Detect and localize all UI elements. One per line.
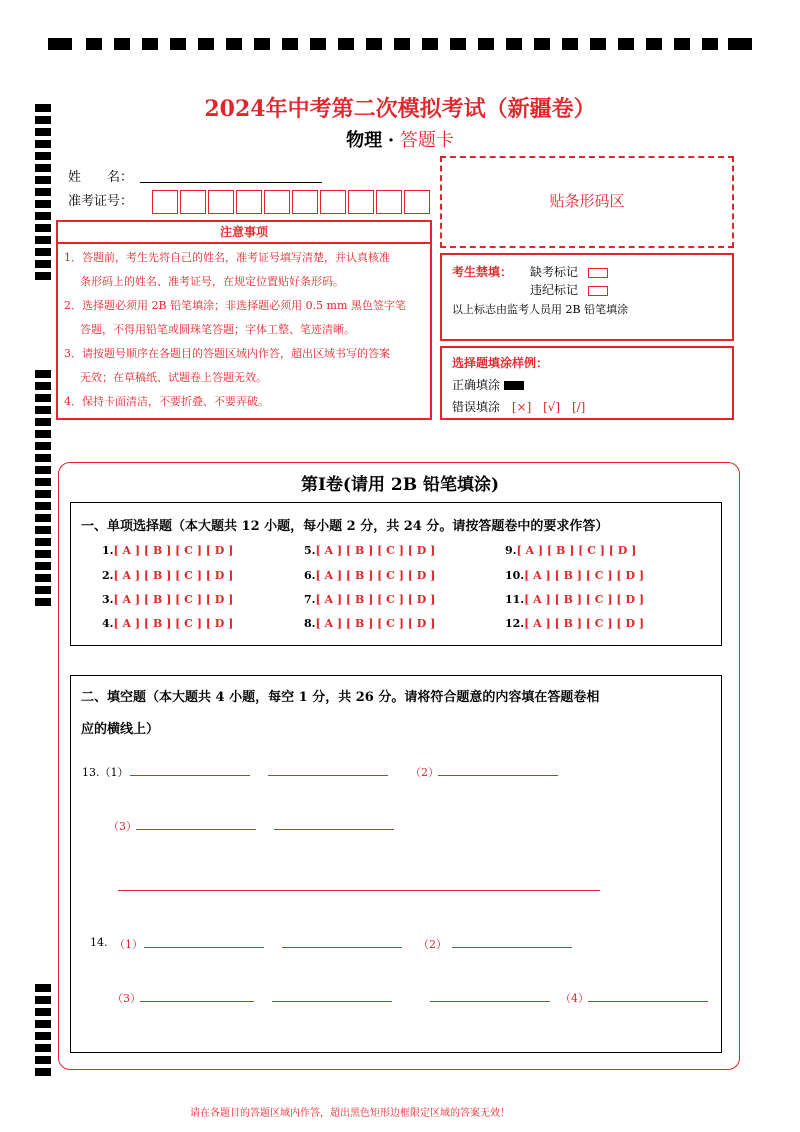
subject-label: 物理 [346, 130, 383, 151]
note-line: 4．保持卡面清洁，不要折叠、不要弄破。 [64, 395, 269, 408]
sample-box [440, 346, 734, 420]
absent-label: 缺考标记 [530, 265, 579, 279]
q13-2-label: （2） [410, 766, 439, 779]
page-subtitle [0, 126, 800, 152]
choice-q5[interactable]: 5.[ A ] [ B ] [ C ] [ D ] [304, 544, 436, 557]
q13-blank[interactable] [268, 775, 388, 776]
page-title: 2024年中考第二次模拟考试（新疆卷） [204, 96, 596, 122]
forbidden-note: 以上标志由监考人员用 2B 铅笔填涂 [452, 303, 629, 316]
violation-mark-box[interactable] [588, 286, 608, 296]
choice-q1[interactable]: 1.[ A ] [ B ] [ C ] [ D ] [102, 544, 234, 557]
notes-title: 注意事项 [58, 222, 430, 244]
q14-blank[interactable] [430, 1001, 550, 1002]
note-line: 条形码上的姓名、准考证号，在规定位置贴好条形码。 [80, 275, 344, 288]
q14-label: 14. [90, 936, 108, 949]
choice-q3[interactable]: 3.[ A ] [ B ] [ C ] [ D ] [102, 593, 234, 606]
wrong-mark: [×] [511, 400, 532, 414]
name-label: 姓 名： [68, 170, 134, 185]
id-label: 准考证号： [68, 194, 134, 209]
fill-section-title-2: 应的横线上） [81, 722, 160, 737]
q14-4-label: （4） [560, 992, 589, 1005]
violation-label: 违纪标记 [530, 283, 579, 297]
wrong-mark: [/] [571, 400, 586, 414]
card-label: 答题卡 [399, 130, 454, 151]
wrong-label: 错误填涂 [452, 400, 501, 414]
q14-blank[interactable] [282, 947, 402, 948]
note-line: 3．请按题号顺序在各题目的答题区域内作答，超出区域书写的答案 [64, 347, 390, 360]
note-line: 1．答题前，考生先将自己的姓名，准考证号填写清楚，并认真核准 [64, 251, 390, 264]
timing-marks-top [48, 38, 752, 52]
forbidden-label: 考生禁填： [452, 265, 513, 279]
choice-q4[interactable]: 4.[ A ] [ B ] [ C ] [ D ] [102, 617, 234, 630]
correct-label: 正确填涂 [452, 378, 501, 392]
q14-blank[interactable] [452, 947, 572, 948]
absent-mark-box[interactable] [588, 268, 608, 278]
q14-blank[interactable] [144, 947, 264, 948]
q13-blank[interactable] [130, 775, 250, 776]
q14-2-label: （2） [418, 938, 447, 951]
fill-section [70, 675, 722, 1053]
q13-blank[interactable] [136, 829, 256, 830]
q13-blank[interactable] [438, 775, 558, 776]
q13-long-blank[interactable] [118, 890, 600, 891]
name-field[interactable] [140, 182, 322, 183]
q14-3-label: （3） [112, 992, 141, 1005]
q13-3-label: （3） [108, 820, 137, 833]
footer-warning: 请在各题目的答题区域内作答，超出黑色矩形边框限定区域的答案无效！ [190, 1108, 510, 1119]
notes-box [56, 220, 432, 420]
choice-q2[interactable]: 2.[ A ] [ B ] [ C ] [ D ] [102, 569, 234, 582]
choice-q8[interactable]: 8.[ A ] [ B ] [ C ] [ D ] [304, 617, 436, 630]
choice-q10[interactable]: 10.[ A ] [ B ] [ C ] [ D ] [505, 569, 645, 582]
choice-q11[interactable]: 11.[ A ] [ B ] [ C ] [ D ] [505, 593, 645, 606]
correct-sample-mark [504, 381, 524, 390]
separator-dot: · [387, 130, 395, 151]
id-boxes[interactable] [152, 190, 432, 214]
forbidden-box [440, 253, 734, 341]
wrong-mark: [√] [543, 400, 561, 414]
sample-title: 选择题填涂样例： [452, 356, 549, 370]
note-line: 2．选择题必须用 2B 铅笔填涂；非选择题必须用 0.5 mm 黑色签字笔 [64, 299, 406, 312]
q14-blank[interactable] [588, 1001, 708, 1002]
fill-section-title-1: 二、填空题（本大题共 4 小题，每空 1 分，共 26 分。请将符合题意的内容填在答题卷相 [81, 690, 600, 705]
choice-q9[interactable]: 9.[ A ] [ B ] [ C ] [ D ] [505, 544, 637, 557]
q13-label: 13.（1） [82, 766, 129, 779]
barcode-area [440, 156, 734, 248]
choice-q7[interactable]: 7.[ A ] [ B ] [ C ] [ D ] [304, 593, 436, 606]
q14-1-label: （1） [114, 938, 143, 951]
choice-q12[interactable]: 12.[ A ] [ B ] [ C ] [ D ] [505, 617, 645, 630]
choice-section-title: 一、单项选择题（本大题共 12 小题，每小题 2 分，共 24 分。请按答题卷中的要求作答） [81, 519, 609, 534]
q13-blank[interactable] [274, 829, 394, 830]
barcode-label: 贴条形码区 [549, 192, 625, 210]
q14-blank[interactable] [272, 1001, 392, 1002]
part1-title: 第Ⅰ卷(请用 2B 铅笔填涂) [300, 475, 500, 495]
choice-q6[interactable]: 6.[ A ] [ B ] [ C ] [ D ] [304, 569, 436, 582]
note-line: 无效；在草稿纸、试题卷上答题无效。 [80, 371, 267, 384]
q14-blank[interactable] [140, 1001, 254, 1002]
note-line: 答题，不得用铅笔或圆珠笔答题；字体工整、笔迹清晰。 [80, 323, 355, 336]
